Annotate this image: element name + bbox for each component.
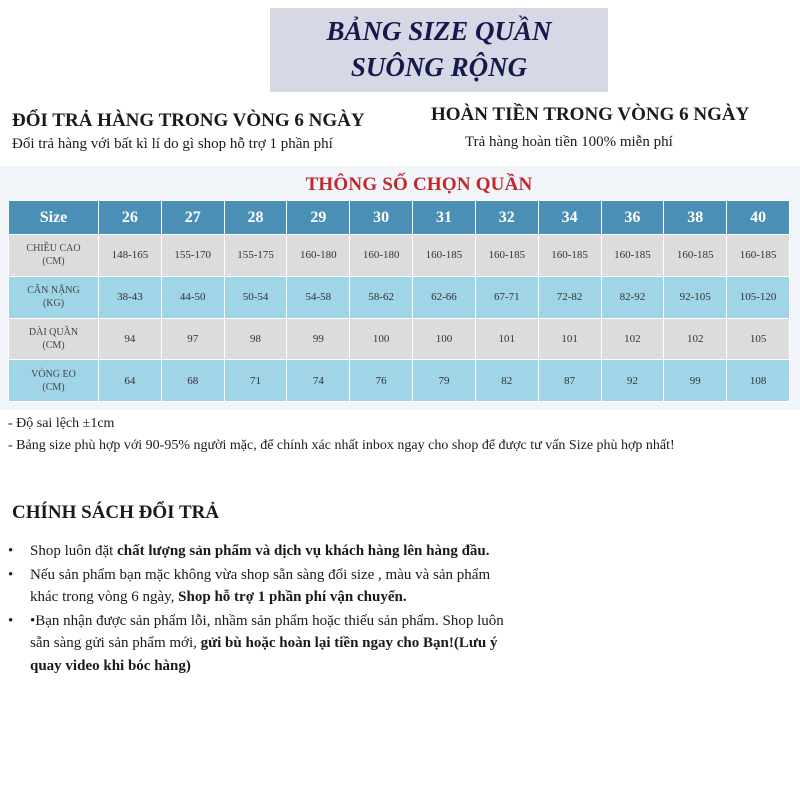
row-label-line-2: (KG) [42,298,65,310]
size-cell: 31 [413,201,476,235]
list-item-bold-text: gửi bù hoặc hoàn lại tiền ngay cho Bạn!(Lưu ý quay video khi bóc hàng) [30,635,498,674]
table-cell: 160-185 [601,235,664,277]
row-label-line-1: CHIỀU CAO [26,243,81,255]
list-item-bold-text: chất lượng sản phẩm và dịch vụ khách hàng lên hàng đầu. [117,543,490,559]
list-item-text: Nếu sản phẩm bạn mặc không vừa shop sẵn sàng đổi size , màu và sản phẩm khác trong vòng 6 ngày, [30,566,491,605]
size-cell: 27 [161,201,224,235]
title-banner [270,8,608,92]
title-line-2: SUÔNG RỘNG [350,52,528,82]
table-row-height [9,235,790,277]
row-label-line-1: CÂN NẶNG [27,285,80,297]
table-title: THÔNG SỐ CHỌN QUẦN [305,174,533,195]
table-cell: 155-170 [161,235,224,277]
table-cell: 44-50 [161,276,224,318]
table-cell: 92 [601,360,664,402]
table-cell: 160-185 [664,235,727,277]
table-cell: 50-54 [224,276,287,318]
row-label-line-1: DÀI QUẦN [28,326,79,338]
title-line-1: BẢNG SIZE QUẦN [326,16,552,46]
size-cell: 28 [224,201,287,235]
table-cell: 160-185 [413,235,476,277]
table-cell: 67-71 [475,276,538,318]
table-cell: 160-180 [350,235,413,277]
table-cell: 98 [224,318,287,360]
table-cell: 105-120 [727,276,790,318]
table-cell: 105 [727,318,790,360]
list-item-text: Shop luôn đặt [30,543,118,559]
exchange-heading: ĐỔI TRẢ HÀNG TRONG VÒNG 6 NGÀY [12,110,365,131]
table-row-weight [9,276,790,318]
policy-list [8,540,508,678]
table-cell: 160-185 [538,235,601,277]
table-cell: 101 [475,318,538,360]
row-label [9,276,99,318]
list-item-text: •Bạn nhận được sản phẩm lỗi, nhầm sản phẩm hoặc thiếu sản phẩm. Shop luôn sẵn sàng gửi sản phẩm mới, [30,612,504,651]
table-cell: 94 [99,318,162,360]
table-row-length [9,318,790,360]
list-item-bold-text: Shop hỗ trợ 1 phần phí vận chuyển. [178,589,407,605]
table-cell: 72-82 [538,276,601,318]
table-cell: 101 [538,318,601,360]
size-cell: 40 [727,201,790,235]
row-label [9,360,99,402]
row-label-line-2: (CM) [42,256,65,268]
table-cell: 97 [161,318,224,360]
row-label-line-1: VÒNG EO [31,368,76,380]
table-cell: 155-175 [224,235,287,277]
row-label [9,318,99,360]
bullet-icon: • [8,566,14,583]
refund-heading: HOÀN TIỀN TRONG VÒNG 6 NGÀY [431,104,750,125]
note-tolerance: - Độ sai lệch ±1cm [8,416,115,431]
table-cell: 82 [475,360,538,402]
size-cell: 32 [475,201,538,235]
table-cell: 62-66 [413,276,476,318]
row-label [9,235,99,277]
table-cell: 148-165 [99,235,162,277]
table-cell: 100 [350,318,413,360]
row-label-line-2: (CM) [42,381,65,393]
table-row-waist [9,360,790,402]
table-cell: 79 [413,360,476,402]
refund-subtext: Trả hàng hoàn tiền 100% miễn phí [465,134,673,150]
size-cell: 34 [538,201,601,235]
table-cell: 100 [413,318,476,360]
list-item [8,540,508,563]
table-cell: 68 [161,360,224,402]
list-item [8,564,508,609]
table-cell: 99 [287,318,350,360]
table-cell: 160-180 [287,235,350,277]
table-cell: 76 [350,360,413,402]
size-notes [8,413,793,457]
table-cell: 108 [727,360,790,402]
policy-title: CHÍNH SÁCH ĐỔI TRẢ [12,502,220,523]
size-table-section [0,166,800,410]
size-cell: 26 [99,201,162,235]
table-cell: 64 [99,360,162,402]
table-cell: 92-105 [664,276,727,318]
table-cell: 38-43 [99,276,162,318]
table-cell: 58-62 [350,276,413,318]
bullet-icon: • [8,612,14,629]
size-cell: 30 [350,201,413,235]
size-header-cell: Size [9,201,99,235]
table-cell: 54-58 [287,276,350,318]
list-item [8,610,508,678]
exchange-subtext: Đổi trả hàng với bất kì lí do gì shop hỗ trợ 1 phần phí [12,136,333,152]
size-table [8,200,790,402]
table-cell: 102 [664,318,727,360]
bullet-icon: • [8,543,14,559]
note-fit: - Bảng size phù hợp với 90-95% người mặc, để chính xác nhất inbox ngay cho shop để được tư vấn Size phù hợp nhất! [8,438,675,453]
size-cell: 29 [287,201,350,235]
size-cell: 36 [601,201,664,235]
table-header-row [9,201,790,235]
row-label-line-2: (CM) [42,339,65,351]
table-cell: 87 [538,360,601,402]
table-cell: 99 [664,360,727,402]
size-cell: 38 [664,201,727,235]
table-cell: 74 [287,360,350,402]
table-cell: 82-92 [601,276,664,318]
table-cell: 160-185 [475,235,538,277]
table-cell: 160-185 [727,235,790,277]
table-cell: 71 [224,360,287,402]
table-cell: 102 [601,318,664,360]
